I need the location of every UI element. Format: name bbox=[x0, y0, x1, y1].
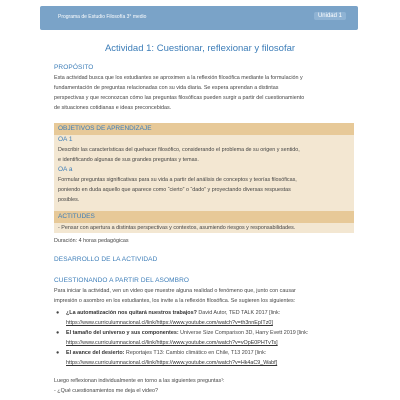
activity-title: Actividad 1: Cuestionar, reflexionar y filosofar bbox=[104, 43, 296, 54]
unit-label: Unidad 1 bbox=[314, 12, 346, 20]
proposito-line: fundamentación de preguntas relacionadas con su vida diaria. Se espera aprendan a distintas bbox=[54, 85, 279, 91]
objetivos-label: OBJETIVOS DE APRENDIZAJE bbox=[54, 123, 354, 135]
list-item bbox=[54, 328, 354, 348]
objetivos-box bbox=[54, 123, 354, 215]
video-info: Universe Size Comparison 3D, Harry Evett 2019 [link: bbox=[178, 330, 309, 336]
intro-line: impresión o asombro en los estudiantes, los invite a la reflexión filosófica. Se sugieren los siguientes: bbox=[54, 298, 296, 304]
proposito-text bbox=[54, 73, 354, 113]
video-info: Reportajes T13: Cambio climático en Chile, T13 2017 [link: bbox=[124, 350, 267, 356]
bullet-icon: ● bbox=[56, 310, 60, 316]
video-link[interactable]: https://www.curriculumnacional.cl/link/https://www.youtube.com/watch?v=Hk4aC9_Wabf] bbox=[66, 360, 278, 366]
question-item: - ¿Qué cuestionamientos me deja el video? bbox=[54, 388, 158, 394]
cuestionando-label: CUESTIONANDO A PARTIR DEL ASOMBRO bbox=[54, 277, 190, 284]
video-link[interactable]: https://www.curriculumnacional.cl/link/https://www.youtube.com/watch?v=vOpE0PHTvTs] bbox=[66, 340, 278, 346]
intro-line: Para iniciar la actividad, ven un video que muestre alguna realidad o fenómeno que, junto con causar bbox=[54, 288, 296, 294]
oa1-code: OA 1 bbox=[58, 136, 73, 143]
section-proposito-label: PROPÓSITO bbox=[54, 64, 94, 71]
bullet-icon: ● bbox=[56, 330, 60, 336]
reflection-text: Luego reflexionan individualmente en torno a las siguientes preguntas¹: bbox=[54, 378, 225, 384]
video-link[interactable]: https://www.curriculumnacional.cl/link/https://www.youtube.com/watch?v=th3nnEpITz0] bbox=[66, 320, 273, 326]
actitudes-box bbox=[54, 211, 354, 233]
oaa-line: Formular preguntas significativas para su vida a partir del análisis de conceptos y teorías filosóficas, bbox=[58, 177, 297, 183]
video-list bbox=[54, 308, 354, 368]
proposito-line: Esta actividad busca que los estudiantes se aproximen a la reflexión filosófica mediante la formulación y bbox=[54, 75, 303, 81]
video-info: David Autor, TED TALK 2017 [link: bbox=[196, 310, 281, 316]
proposito-line: perspectivas y que reconozcan cómo las preguntas filosóficas pueden surgir a partir del cuestionamiento bbox=[54, 95, 305, 101]
video-title: ¿La automatización nos quitará nuestros trabajos? bbox=[66, 310, 197, 316]
oa1-line: e identificando algunas de sus grandes preguntas y temas. bbox=[58, 157, 199, 163]
program-label: Programa de Estudio Filosofía 3° medio bbox=[58, 14, 147, 20]
desarrollo-label: DESARROLLO DE LA ACTIVIDAD bbox=[54, 256, 158, 263]
cuestionando-intro bbox=[54, 286, 354, 306]
oaa-code: OA a bbox=[58, 166, 73, 173]
duracion-text: Duración: 4 horas pedagógicas bbox=[54, 238, 129, 244]
actitudes-line: - Pensar con apertura a distintas perspectivas y contextos, asumiendo riesgos y responsabilidades. bbox=[58, 225, 296, 231]
actitudes-label: ACTITUDES bbox=[54, 211, 354, 223]
list-item bbox=[54, 308, 354, 328]
video-title: El avance del desierto: bbox=[66, 350, 125, 356]
proposito-line: de situaciones cotidianas e ideas preconcebidas. bbox=[54, 105, 172, 111]
oaa-line: poniendo en duda aquello que aparece como “cierto” o “dado” y proyectando diversas respuestas bbox=[58, 187, 291, 193]
video-title: El tamaño del universo y sus componentes: bbox=[66, 330, 179, 336]
oa1-line: Describir las características del quehacer filosófico, considerando el problema de su origen y sentido, bbox=[58, 147, 300, 153]
oaa-line: posibles. bbox=[58, 197, 80, 203]
bullet-icon: ● bbox=[56, 350, 60, 356]
list-item bbox=[54, 348, 354, 368]
page-header-band bbox=[40, 6, 358, 30]
